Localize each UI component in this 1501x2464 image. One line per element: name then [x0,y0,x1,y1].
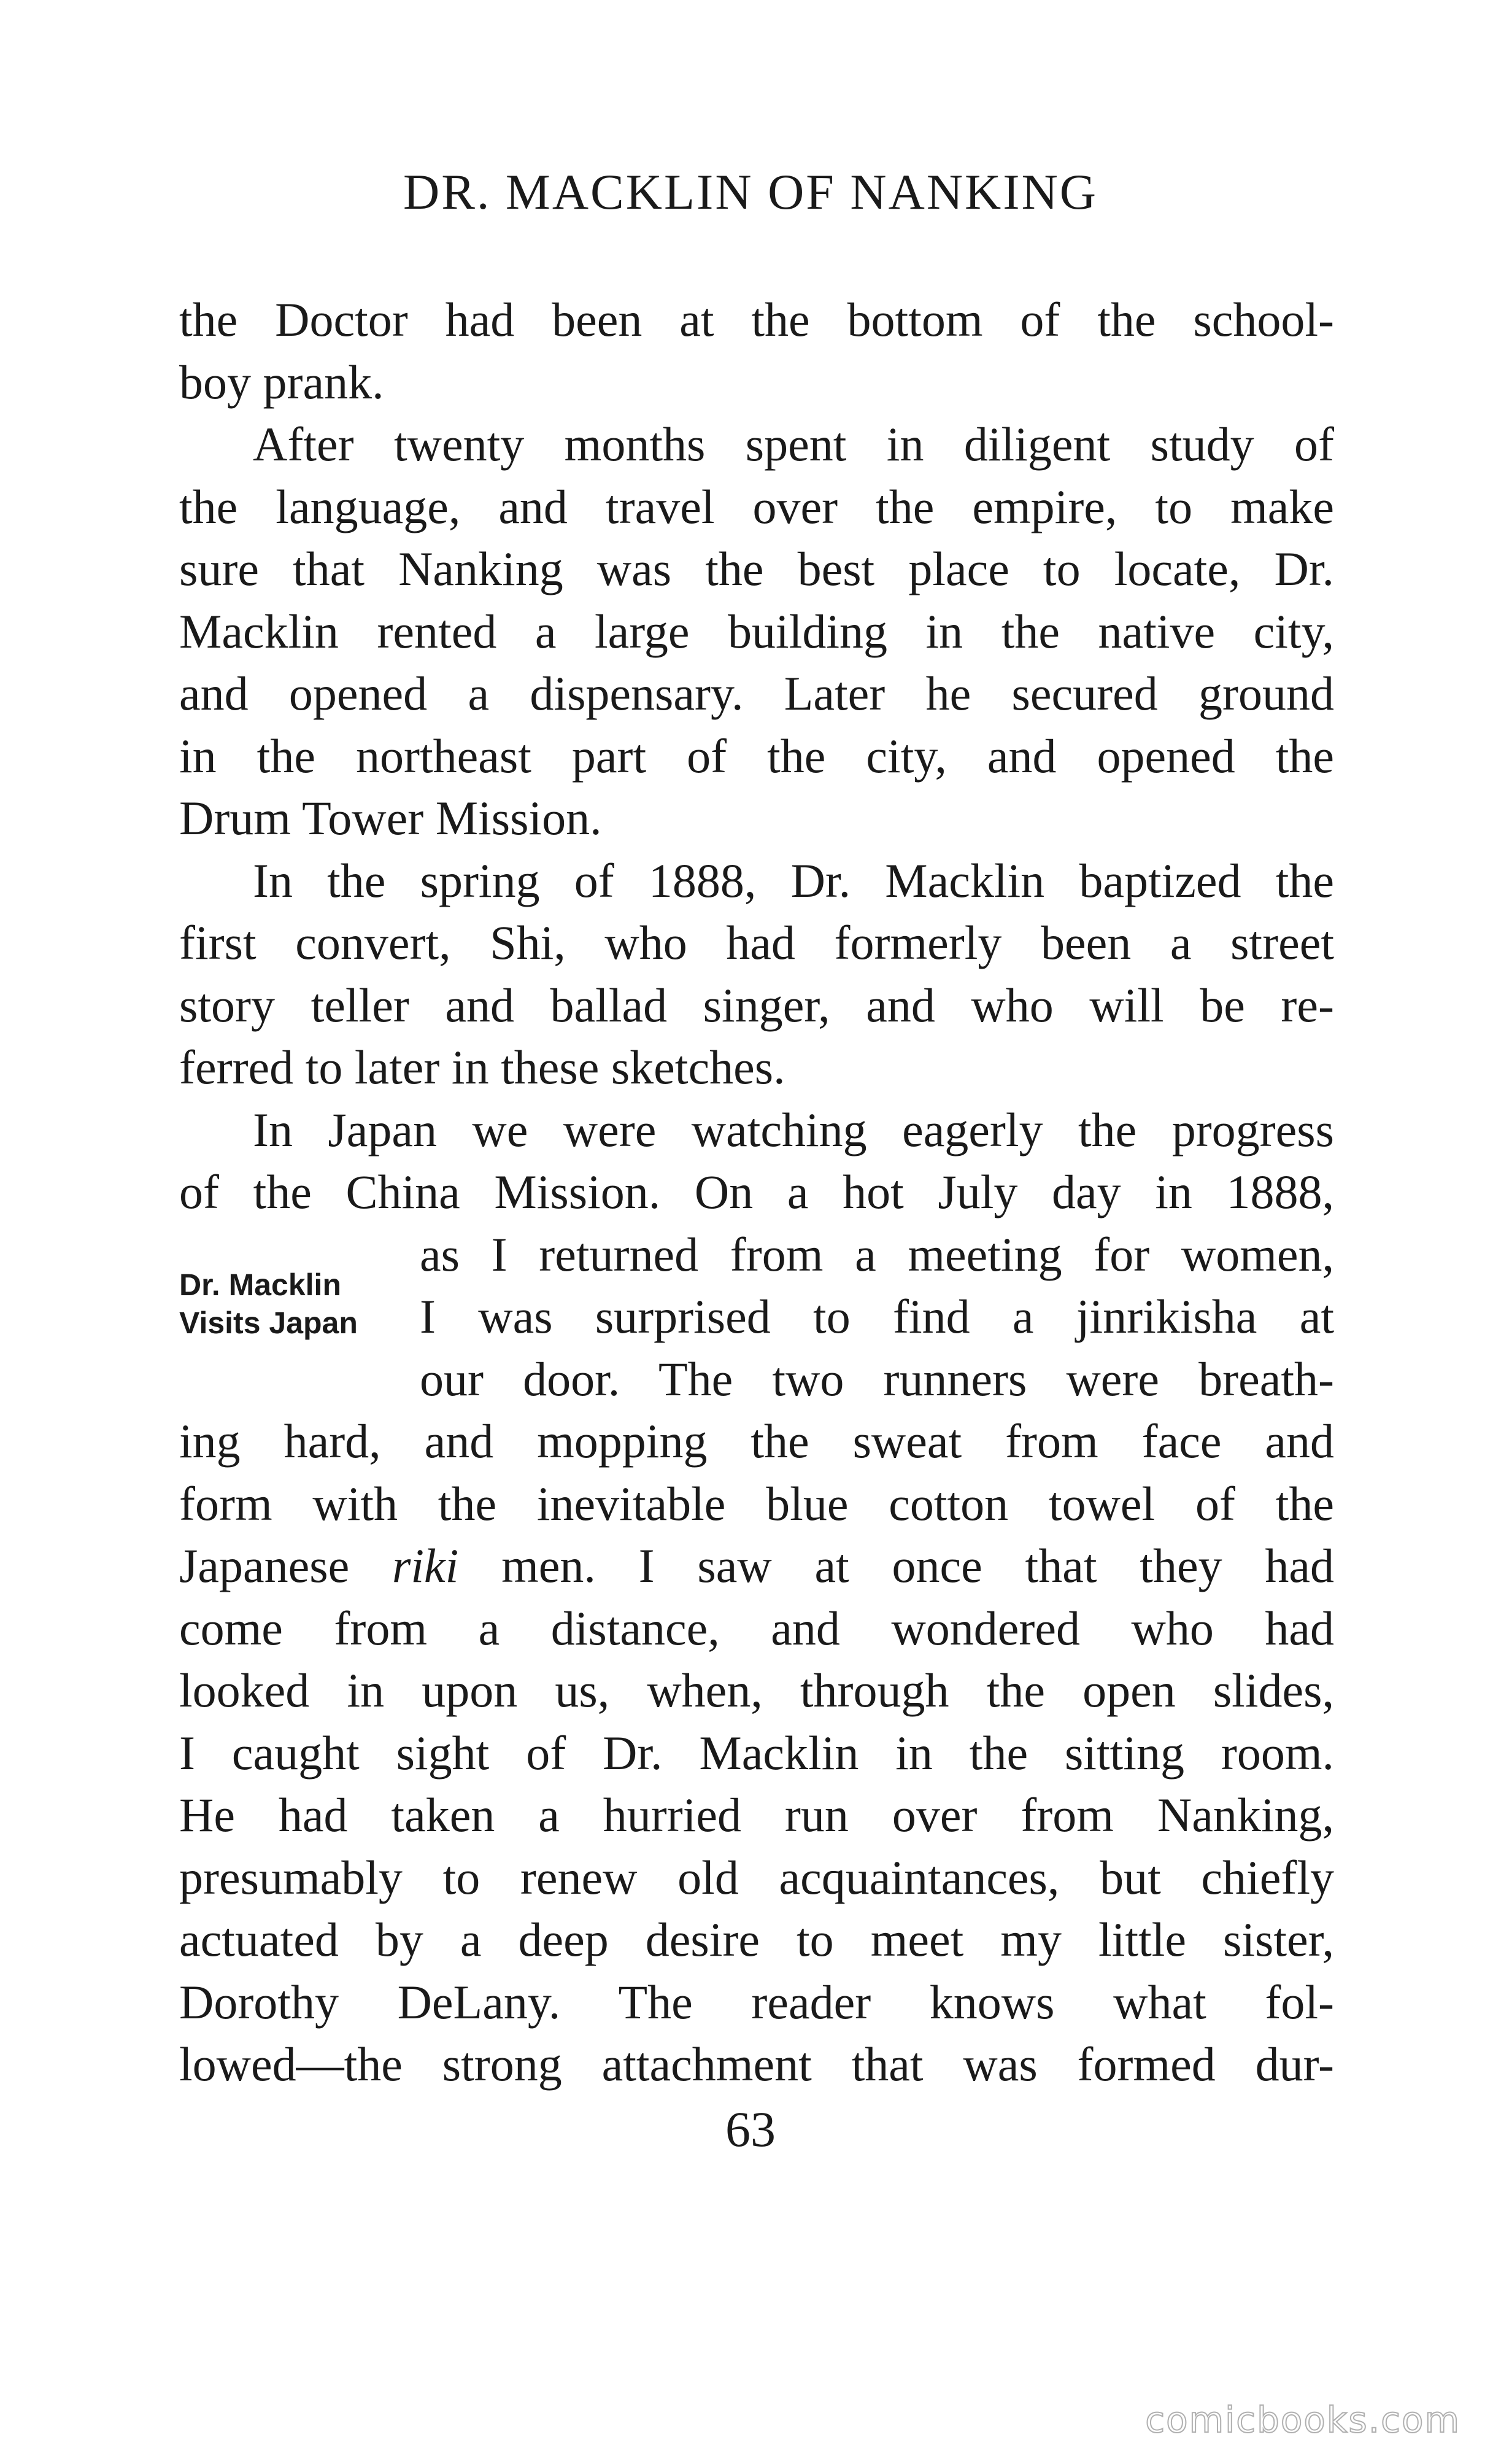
text-line: form with the inevitable blue cotton towel of the [179,1476,1334,1530]
paragraph-first-line: In the spring of 1888, Dr. Macklin baptized the [253,853,1334,907]
text-line: first convert, Shi, who had formerly been a street [179,916,1334,969]
text-line: in the northeast part of the city, and opened the [179,729,1334,783]
text-run: Japanese [179,1539,392,1592]
text-line: of the China Mission. On a hot July day in 1888, [179,1165,1334,1218]
text-line: presumably to renew old acquaintances, but chiefly [179,1850,1334,1904]
text-line: come from a distance, and wondered who had [179,1601,1334,1655]
italic-word: riki [392,1539,459,1592]
text-line: the Doctor had been at the bottom of the school- [179,293,1334,346]
text-line: Macklin rented a large building in the native city, [179,604,1334,658]
text-line: looked in upon us, when, through the open slides, [179,1664,1334,1717]
text-line: He had taken a hurried run over from Nanking, [179,1788,1334,1842]
running-title: DR. MACKLIN OF NANKING [403,164,1098,220]
text-line-beside-note: I was surprised to find a jinrikisha at [420,1290,1334,1343]
page-body [179,289,1334,2096]
text-line: and opened a dispensary. Later he secured ground [179,667,1334,720]
text-run: men. I saw at once that they had [458,1539,1334,1592]
text-line: actuated by a deep desire to meet my little sister, [179,1913,1334,1966]
paragraph-first-line: In Japan we were watching eagerly the progress [253,1102,1334,1156]
text-line-with-italic [179,1535,1334,1597]
text-line: story teller and ballad singer, and who will be re- [179,978,1334,1032]
watermark: comicbooks.com [1145,2399,1460,2441]
text-line-beside-note: as I returned from a meeting for women, [420,1227,1334,1281]
text-line: I caught sight of Dr. Macklin in the sitting room. [179,1726,1334,1780]
text-line: Drum Tower Mission. [179,791,602,845]
text-line: sure that Nanking was the best place to locate, Dr. [179,542,1334,595]
text-line: ferred to later in these sketches. [179,1040,785,1094]
margin-note-line: Dr. Macklin [179,1268,341,1302]
text-line: Dorothy DeLany. The reader knows what fol- [179,1975,1334,2029]
text-line: ing hard, and mopping the sweat from face and [179,1414,1334,1468]
text-line-beside-note: our door. The two runners were breath- [420,1352,1334,1406]
text-line: lowed—the strong attachment that was formed dur- [179,2037,1334,2091]
text-line: the language, and travel over the empire, to make [179,479,1334,533]
page-number: 63 [725,2101,776,2157]
text-line: boy prank. [179,355,384,409]
paragraph-first-line: After twenty months spent in diligent study of [253,417,1334,471]
margin-note-line: Visits Japan [179,1306,358,1340]
margin-note [179,1266,412,1342]
